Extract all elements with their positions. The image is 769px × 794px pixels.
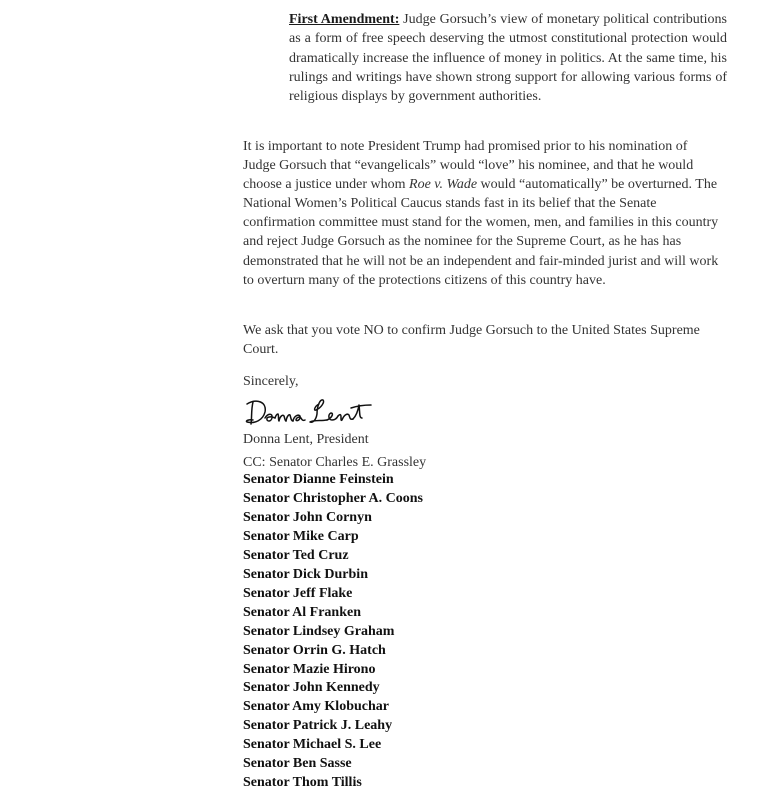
- cc-recipient: Senator Dick Durbin: [243, 566, 368, 582]
- cc-recipient: Senator Christopher A. Coons: [243, 490, 423, 506]
- paragraph-text-part2: would “automatically” be overturned. The National Women’s Political Caucus stands fast in its belief that the Senate confirmation committee must stand for the women, men, and families in this country and reject Judge Gorsuch as the nominee for the Supreme Court, as he has has demonstrated that he will not be an independent and fair-minded jurist and will work to overturn many of the protections citizens of this country have.: [243, 177, 719, 288]
- cc-recipient: Senator Lindsey Graham: [243, 623, 395, 639]
- cc-recipient: Senator Al Franken: [243, 604, 361, 620]
- first-amendment-paragraph: [289, 10, 727, 106]
- cc-recipient: Senator Dianne Feinstein: [243, 472, 394, 487]
- cc-recipient-list: [243, 471, 423, 793]
- vote-request-paragraph: We ask that you vote NO to confirm Judge Gorsuch to the United States Supreme Court.: [243, 323, 700, 358]
- cc-recipient: Senator John Kennedy: [243, 680, 380, 696]
- cc-recipient: Senator Thom Tillis: [243, 775, 362, 791]
- cc-recipient: Senator Amy Klobuchar: [243, 699, 389, 715]
- cc-recipient: Senator John Cornyn: [243, 509, 372, 525]
- closing-salutation: Sincerely,: [243, 374, 299, 389]
- cc-recipient: Senator Patrick J. Leahy: [243, 718, 393, 734]
- cc-line: CC: Senator Charles E. Grassley: [243, 455, 427, 470]
- cc-recipient: Senator Orrin G. Hatch: [243, 642, 386, 658]
- handwritten-signature: [243, 394, 379, 430]
- trump-promise-paragraph: [243, 137, 719, 290]
- first-amendment-heading: First Amendment:: [289, 12, 400, 27]
- cc-recipient: Senator Mazie Hirono: [243, 661, 376, 677]
- cc-recipient: Senator Ted Cruz: [243, 547, 349, 563]
- cc-recipient: Senator Mike Carp: [243, 528, 359, 544]
- first-amendment-text: Judge Gorsuch’s view of monetary political contributions as a form of free speech deserving the utmost constitutional protection would dramatically increase the influence of money in politics. At the same time, his rulings and writings have shown strong support for allowing various forms of religious displays by government authorities.: [289, 12, 727, 105]
- cc-recipient: Senator Michael S. Lee: [243, 737, 382, 753]
- paragraph-text-part1: It is important to note President Trump had promised prior to his nomination of Judge Gorsuch that “evangelicals” would “love” his nominee, and that he would choose a justice under whom: [243, 139, 694, 193]
- cc-recipient: Senator Jeff Flake: [243, 585, 353, 601]
- signer-name-title: Donna Lent, President: [243, 432, 369, 447]
- cc-recipient: Senator Ben Sasse: [243, 756, 352, 772]
- case-name: Roe v. Wade: [409, 177, 478, 193]
